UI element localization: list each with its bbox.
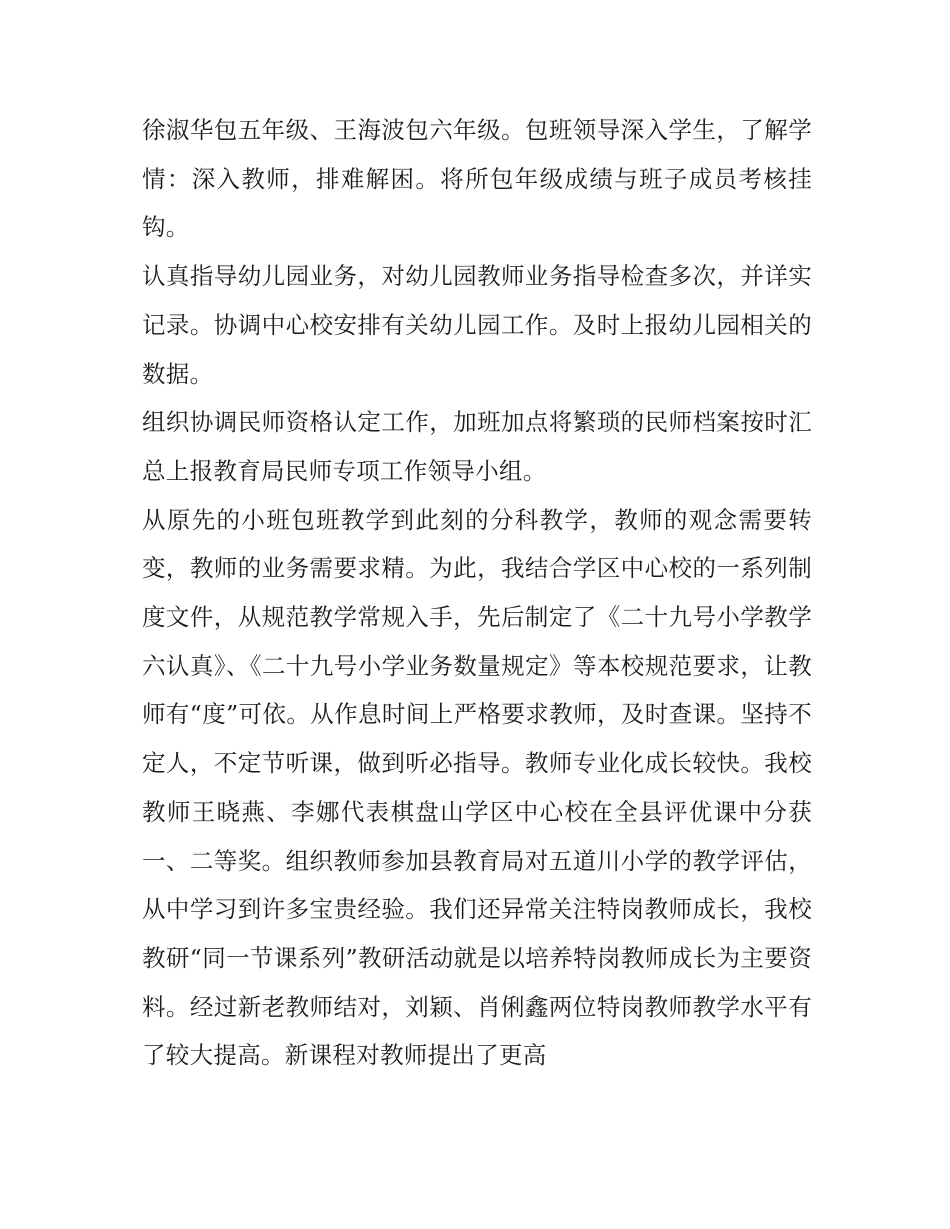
paragraph-1: 徐淑华包五年级、王海波包六年级。包班领导深入学生，了解学情：深入教师，排难解困。将所包年级成绩与班子成员考核挂钩。 — [142, 116, 812, 242]
paragraph-4: 从原先的小班包班教学到此刻的分科教学，教师的观念需要转变，教师的业务需要求精。为此，我结合学区中心校的一系列制度文件，从规范教学常规入手，先后制定了《二十九号小学教学六认真》、《二十九号小学业务数量规定》等本校规范要求，让教师有“度”可依。从作息时间上严格要求教师，及时查课。坚持不定人，不定节听课，做到听必指导。教师专业化成长较快。我校教师王晓燕、李娜代表棋盘山学区中心校在全县评优课中分获一、二等奖。组织教师参加县教育局对五道川小学的教学评估，从中学习到许多宝贵经验。我们还异常关注特岗教师成长，我校教研“同一节课系列”教研活动就是以培养特岗教师成长为主要资料。经过新老教师结对，刘颖、肖俐鑫两位特岗教师教学水平有了较大提高。新课程对教师提出了更高 — [142, 505, 812, 1070]
paragraph-3: 组织协调民师资格认定工作，加班加点将繁琐的民师档案按时汇总上报教育局民师专项工作领导小组。 — [142, 408, 812, 485]
paragraph-2: 认真指导幼儿园业务，对幼儿园教师业务指导检查多次，并详实记录。协调中心校安排有关幼儿园工作。及时上报幼儿园相关的数据。 — [142, 262, 812, 388]
document-body — [142, 106, 812, 1080]
